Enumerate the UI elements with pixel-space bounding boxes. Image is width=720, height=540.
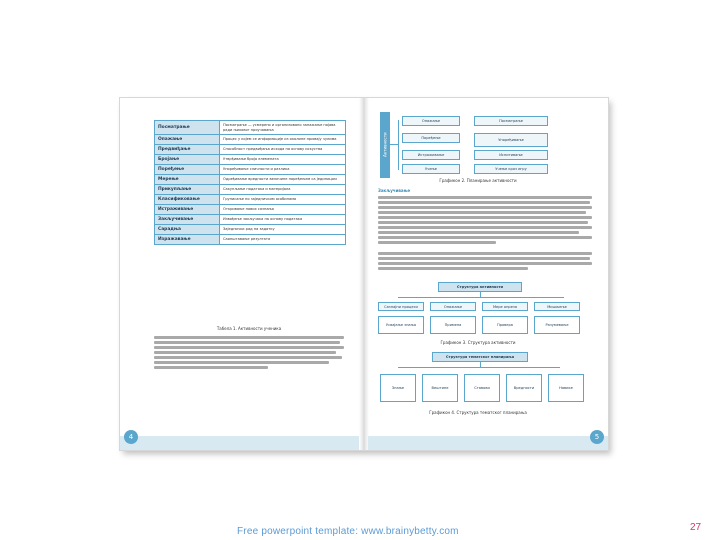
diagram-box: Учење кроз игру bbox=[474, 164, 548, 174]
table-row bbox=[155, 145, 345, 155]
diagram-box: Посматрање bbox=[474, 116, 548, 126]
table-row-head: Посматрање bbox=[155, 121, 220, 134]
table-row bbox=[155, 165, 345, 175]
right-body-text bbox=[378, 196, 592, 246]
diagram-leaf: Провера bbox=[482, 316, 528, 334]
section-heading: Закључивање bbox=[378, 188, 411, 193]
table-row-body: Одређивање вредности величине поређењем са јединицом bbox=[223, 177, 337, 181]
table-row-body: Саопштавање резултата bbox=[223, 237, 271, 241]
diagram-caption: Графикон 3. Структура активности bbox=[440, 340, 516, 345]
diagram-box: Навике bbox=[548, 374, 584, 402]
table-row bbox=[155, 195, 345, 205]
diagram-box: Опажање bbox=[402, 116, 460, 126]
diagram-box: Вештине bbox=[422, 374, 458, 402]
connector-line bbox=[398, 297, 564, 298]
table-row bbox=[155, 225, 345, 235]
table-row-body: Груписање по заједничким особинама bbox=[223, 197, 297, 201]
diagram-leaf: Примена bbox=[430, 316, 476, 334]
table-row-head: Поређење bbox=[155, 165, 220, 174]
table-row-body: Процес у којем се информације из околине примају чулима bbox=[223, 137, 337, 141]
diagram-box: Упоређивање bbox=[474, 133, 548, 147]
table-row bbox=[155, 205, 345, 215]
diagram-caption: Графикон 4. Структура тематског планирања bbox=[429, 410, 527, 415]
diagram-caption: Графикон 2. Планирање активности bbox=[439, 178, 517, 183]
table-row bbox=[155, 121, 345, 135]
diagram-leaf: Разумевање bbox=[534, 316, 580, 334]
diagram-box: Испитивање bbox=[474, 150, 548, 160]
table-row-body: Извођење закључака на основу података bbox=[223, 217, 303, 221]
diagram-box: Знање bbox=[380, 374, 416, 402]
right-body-text-2 bbox=[378, 252, 592, 272]
table-row-body: Сакупљање података и материјала bbox=[223, 187, 291, 191]
table-row-head: Класификовање bbox=[155, 195, 220, 204]
diagram-box: Ставови bbox=[464, 374, 500, 402]
table-row-head: Истраживање bbox=[155, 205, 220, 214]
left-page bbox=[120, 98, 360, 450]
table-row-body: Упоређивање сличности и разлика bbox=[223, 167, 290, 171]
table-caption: Табела 1. Активности ученика bbox=[216, 326, 282, 331]
right-page bbox=[368, 98, 608, 450]
diagram-box: Мере опреза bbox=[482, 302, 528, 311]
diagram-root: Структура тематског планирања bbox=[432, 352, 528, 362]
table-row-head: Сарадња bbox=[155, 225, 220, 234]
diagram-side-label: Активности bbox=[380, 112, 390, 178]
diagram-box: Истраживање bbox=[402, 150, 460, 160]
table-row bbox=[155, 135, 345, 145]
left-body-text bbox=[154, 336, 344, 371]
table-row bbox=[155, 235, 345, 244]
diagram-box: Учење bbox=[402, 164, 460, 174]
table-row-head: Закључивање bbox=[155, 215, 220, 224]
diagram-box: Мишљење bbox=[534, 302, 580, 311]
book-spread-image bbox=[120, 98, 608, 450]
table-row-head: Бројање bbox=[155, 155, 220, 164]
left-page-footer-bar bbox=[120, 436, 360, 450]
table-row bbox=[155, 215, 345, 225]
table-row-body: Заједнички рад на задатку bbox=[223, 227, 275, 231]
right-page-footer-bar bbox=[368, 436, 608, 450]
table-row-head: Изражавање bbox=[155, 235, 220, 244]
table-row-body: Откривање нових сазнања bbox=[223, 207, 274, 211]
slide-number: 27 bbox=[690, 522, 702, 533]
table-row-head: Прикупљање bbox=[155, 185, 220, 194]
left-page-number: 4 bbox=[124, 430, 138, 444]
table-row bbox=[155, 155, 345, 165]
table-row-head: Опажање bbox=[155, 135, 220, 144]
table-row bbox=[155, 185, 345, 195]
table-row-head: Предвиђање bbox=[155, 145, 220, 154]
table-row bbox=[155, 175, 345, 185]
footer-link[interactable]: Free powerpoint template: www.brainybetty.com bbox=[237, 526, 459, 537]
diagram-box: Сазнајни процеси bbox=[378, 302, 424, 311]
table-row-head: Мерење bbox=[155, 175, 220, 184]
connector-line bbox=[390, 144, 398, 145]
diagram-root: Структура активности bbox=[438, 282, 522, 292]
connector-line bbox=[398, 367, 560, 368]
right-page-number: 5 bbox=[590, 430, 604, 444]
diagram-leaf: Усвајање знања bbox=[378, 316, 424, 334]
activities-table bbox=[154, 120, 346, 245]
table-row-body: Посматрање — усмерено и организовано запажање појава ради њиховог проучавања bbox=[223, 123, 336, 132]
diagram-box: Поређење bbox=[402, 133, 460, 143]
table-row-body: Способност предвиђања исхода на основу искуства bbox=[223, 147, 323, 151]
table-row-body: Утврђивање броја елемената bbox=[223, 157, 279, 161]
diagram-box: Опажање bbox=[430, 302, 476, 311]
diagram-box: Вредности bbox=[506, 374, 542, 402]
connector-line bbox=[398, 120, 399, 170]
